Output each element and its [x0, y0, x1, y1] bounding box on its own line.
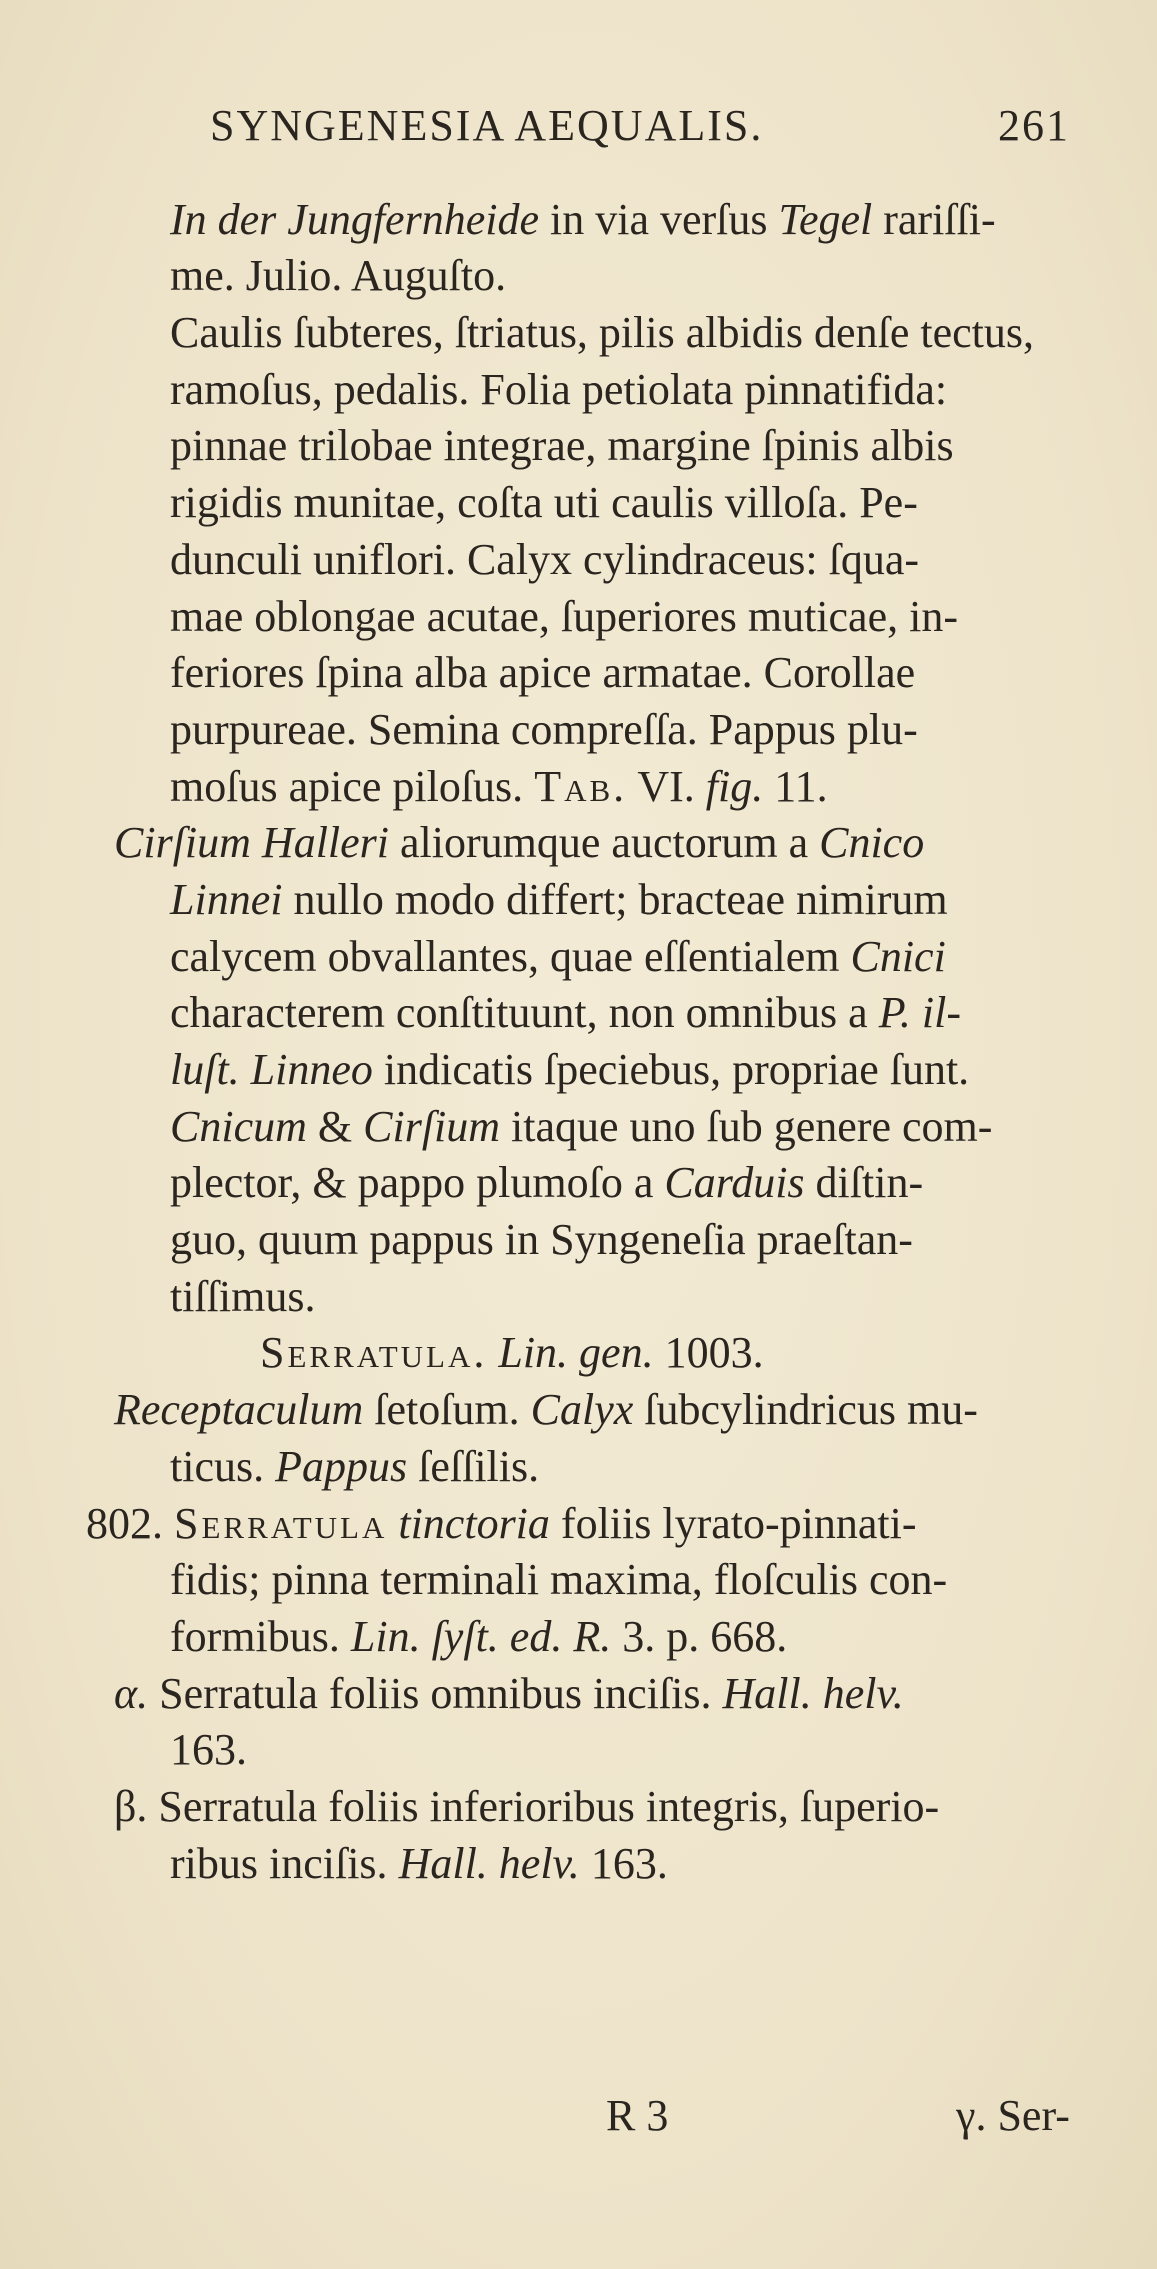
- text-segment: ſeſſilis.: [407, 1442, 540, 1491]
- text-segment: Lin. gen.: [498, 1328, 654, 1377]
- text-segment: Cirſium Halleri: [114, 818, 390, 867]
- text-line: [170, 1155, 923, 1211]
- text-segment: purpureae. Semina compreſſa. Pappus plu-: [170, 705, 918, 754]
- text-segment: α.: [114, 1669, 149, 1718]
- page-footer: [0, 2090, 1157, 2150]
- running-title: SYNGENESIA AEQUALIS.: [210, 101, 764, 150]
- text-segment: Cnici: [850, 932, 946, 981]
- text-segment: tiſſimus.: [170, 1272, 316, 1321]
- text-segment: Cirſium: [363, 1102, 501, 1151]
- text-segment: guo, quum pappus in Syngeneſia praeſtan-: [170, 1215, 913, 1264]
- text-line: [260, 1325, 764, 1381]
- text-line: [114, 1666, 904, 1722]
- text-segment: ſubcylindricus mu-: [633, 1385, 978, 1434]
- text-segment: calycem obvallantes, quae eſſentialem: [170, 932, 851, 981]
- text-segment: 163.: [579, 1839, 668, 1888]
- text-line: [170, 589, 958, 645]
- text-segment: fig.: [705, 762, 764, 811]
- text-segment: ticus.: [170, 1442, 276, 1491]
- text-line: [86, 1496, 917, 1552]
- text-segment: plector, & pappo plumoſo a: [170, 1158, 665, 1207]
- text-segment: tinctoria: [398, 1499, 550, 1548]
- text-line: [170, 248, 506, 304]
- text-segment: 802.: [86, 1499, 174, 1548]
- text-line: [170, 1439, 539, 1495]
- text-segment: [487, 1328, 498, 1377]
- text-segment: In der Jungfernheide: [170, 195, 539, 244]
- text-segment: Lin. ſyſt. ed. R.: [350, 1612, 612, 1661]
- text-segment: nullo modo differt; bracteae nimirum: [282, 875, 948, 924]
- text-segment: ribus inciſis.: [170, 1839, 399, 1888]
- text-line: [170, 1609, 787, 1665]
- text-segment: me. Julio. Auguſto.: [170, 251, 507, 300]
- text-segment: [387, 1499, 398, 1548]
- text-segment: Serratula foliis omnibus inciſis.: [148, 1669, 723, 1718]
- text-segment: indicatis ſpeciebus, propriae ſunt.: [372, 1045, 970, 1094]
- text-line: [170, 645, 915, 701]
- text-line: [170, 1099, 992, 1155]
- text-segment: Pappus: [275, 1442, 408, 1491]
- text-line: [170, 418, 954, 474]
- text-segment: Cnico: [819, 818, 925, 867]
- text-segment: Receptaculum: [114, 1385, 364, 1434]
- text-segment: Cnicum: [170, 1102, 307, 1151]
- text-line: [114, 815, 924, 871]
- text-segment: mae oblongae acutae, ſuperiores muticae, in-: [170, 592, 958, 641]
- text-line: [170, 702, 918, 758]
- text-line: [114, 1779, 939, 1835]
- text-segment: fidis; pinna terminali maxima, floſculis con-: [170, 1555, 948, 1604]
- text-line: [170, 475, 918, 531]
- text-segment: aliorumque auctorum a: [389, 818, 820, 867]
- text-segment: Caulis ſubteres, ſtriatus, pilis albidis denſe tectus,: [170, 308, 1034, 357]
- text-segment: ſetoſum.: [363, 1385, 531, 1434]
- text-segment: 163.: [170, 1725, 247, 1774]
- text-line: [170, 1552, 947, 1608]
- text-segment: 11.: [763, 762, 828, 811]
- text-segment: dunculi uniflori. Calyx cylindraceus: ſqua-: [170, 535, 920, 584]
- text-segment: rariſſi-: [872, 195, 996, 244]
- text-segment: Carduis: [664, 1158, 805, 1207]
- text-segment: β. Serratula foliis inferioribus integris, ſuperio-: [114, 1782, 940, 1831]
- text-segment: formibus.: [170, 1612, 351, 1661]
- page-header: [210, 100, 1070, 160]
- text-segment: rigidis munitae, coſta uti caulis villoſa. Pe-: [170, 478, 918, 527]
- text-segment: ramoſus, pedalis. Folia petiolata pinnatifida:: [170, 365, 948, 414]
- text-line: [170, 929, 946, 985]
- text-segment: Tegel: [778, 195, 873, 244]
- text-line: [170, 985, 961, 1041]
- text-line: [114, 1382, 978, 1438]
- text-segment: diſtin-: [804, 1158, 924, 1207]
- text-segment: Hall. helv.: [722, 1669, 904, 1718]
- text-line: [170, 1836, 668, 1892]
- text-segment: &: [306, 1102, 364, 1151]
- text-segment: in via verſus: [539, 195, 779, 244]
- text-segment: characterem conſtituunt, non omnibus a: [170, 988, 879, 1037]
- signature-mark: R 3: [606, 2091, 669, 2140]
- text-line: [170, 305, 1034, 361]
- text-segment: P. il-: [878, 988, 961, 1037]
- text-segment: luſt. Linneo: [170, 1045, 373, 1094]
- text-line: [170, 1722, 247, 1778]
- text-segment: VI.: [627, 762, 706, 811]
- text-segment: Tab.: [534, 762, 628, 811]
- text-segment: Calyx: [530, 1385, 634, 1434]
- text-line: [170, 192, 996, 248]
- text-segment: Linnei: [170, 875, 283, 924]
- text-line: [170, 1212, 913, 1268]
- text-segment: Hall. helv.: [398, 1839, 580, 1888]
- catchword: γ. Ser-: [956, 2091, 1070, 2140]
- text-line: [170, 362, 947, 418]
- text-line: [170, 1042, 969, 1098]
- text-segment: feriores ſpina alba apice armatae. Corollae: [170, 648, 916, 697]
- text-line: [170, 532, 919, 588]
- text-segment: itaque uno ſub genere com-: [500, 1102, 993, 1151]
- text-segment: 3. p. 668.: [611, 1612, 788, 1661]
- text-segment: pinnae trilobae integrae, margine ſpinis albis: [170, 421, 954, 470]
- text-segment: Serratula.: [260, 1328, 488, 1377]
- text-line: [170, 1269, 315, 1325]
- page-number: 261: [998, 101, 1070, 150]
- text-segment: foliis lyrato-pinnati-: [549, 1499, 917, 1548]
- text-segment: 1003.: [653, 1328, 764, 1377]
- text-line: [170, 872, 948, 928]
- text-segment: Serratula: [174, 1499, 388, 1548]
- text-segment: moſus apice piloſus.: [170, 762, 535, 811]
- text-line: [170, 759, 828, 815]
